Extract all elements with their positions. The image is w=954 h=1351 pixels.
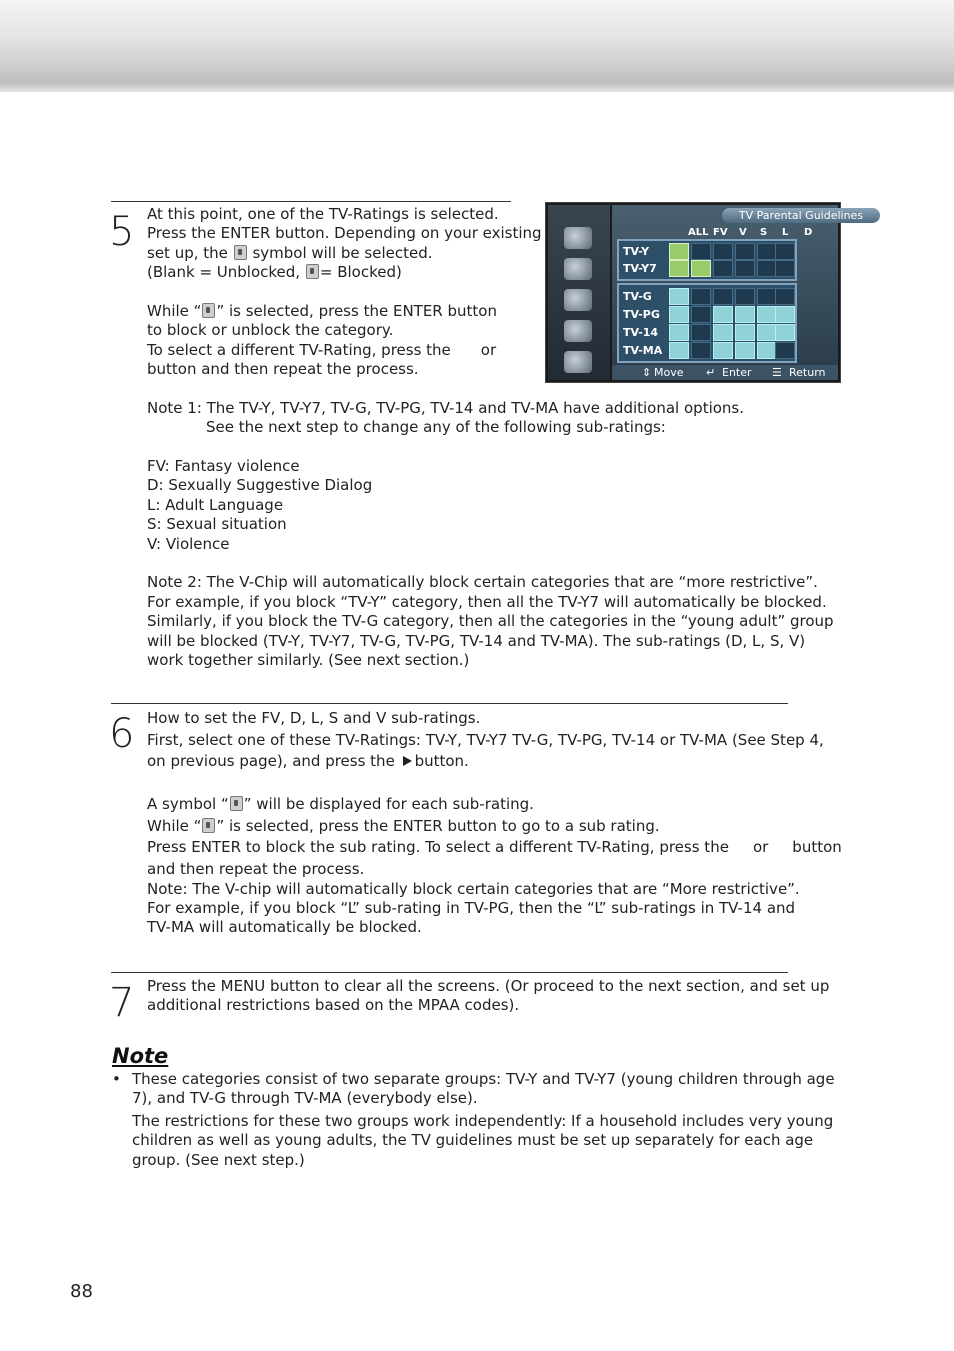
text-line: and then repeat the process.	[147, 859, 365, 878]
subrating-l: L: Adult Language	[147, 495, 284, 514]
young-children-group	[617, 239, 797, 281]
text-line: For example, if you block “L” sub-rating in TV-PG, then the “L” sub-ratings in TV-14 and	[147, 898, 796, 917]
rating-cell[interactable]	[691, 324, 711, 341]
text-line: set up, the symbol will be selected.	[147, 243, 433, 262]
note1-line: Note 1: The TV-Y, TV-Y7, TV-G, TV-PG, TV-14 and TV-MA have additional options.	[147, 398, 745, 417]
rating-tv-y7[interactable]: TV-Y7	[623, 262, 657, 275]
rating-cell[interactable]	[757, 288, 777, 305]
header-band	[0, 0, 954, 92]
rating-cell[interactable]	[757, 306, 777, 323]
tv-footer	[612, 365, 838, 380]
text-line: First, select one of these TV-Ratings: TV-Y, TV-Y7 TV-G, TV-PG, TV-14 or TV-MA (See Step 4,	[147, 730, 824, 749]
rating-cell[interactable]	[713, 342, 733, 359]
rating-cell[interactable]	[713, 260, 733, 277]
note-heading: Note	[112, 1044, 169, 1068]
subrating-s: S: Sexual situation	[147, 515, 287, 534]
column-header: FV	[713, 227, 728, 238]
rating-cell[interactable]	[669, 306, 689, 323]
rating-tv-g[interactable]: TV-G	[623, 290, 652, 303]
text-line: group. (See next step.)	[132, 1150, 305, 1169]
sound-icon	[564, 289, 592, 311]
text-line: additional restrictions based on the MPAA codes).	[147, 996, 520, 1015]
text-line: These categories consist of two separate groups: TV-Y and TV-Y7 (young children through age	[132, 1070, 835, 1088]
rating-cell[interactable]	[775, 342, 795, 359]
text-line: to block or unblock the category.	[147, 321, 394, 340]
input-icon	[564, 227, 592, 249]
text-line: While “ ” is selected, press the ENTER button to go to a sub rating.	[147, 816, 660, 835]
note2-line: work together similarly. (See next section.)	[147, 650, 470, 669]
text-line: To select a different TV-Rating, press the or	[147, 340, 497, 359]
young-adult-group	[617, 283, 797, 363]
text-line: While “ ” is selected, press the ENTER button	[147, 301, 497, 320]
rating-cell[interactable]	[691, 306, 711, 323]
text-line: Press the MENU button to clear all the screens. (Or proceed to the next section, and set up	[147, 977, 830, 995]
column-header: ALL	[688, 227, 709, 238]
text-line: At this point, one of the TV-Ratings is selected.	[147, 205, 499, 223]
step6-text	[147, 708, 842, 937]
footer-move: Move	[654, 366, 684, 379]
step5-rule	[111, 201, 511, 202]
text-line: The restrictions for these two groups work independently: If a household includes very young	[132, 1111, 834, 1130]
page-number: 88	[70, 1281, 93, 1302]
rating-cell[interactable]	[735, 324, 755, 341]
text-line: button and then repeat the process.	[147, 360, 419, 379]
rating-cell[interactable]	[713, 306, 733, 323]
rating-cell[interactable]	[691, 243, 711, 260]
tv-menu-title: TV Parental Guidelines	[722, 208, 880, 223]
column-header: L	[782, 227, 789, 238]
lock-icon	[234, 245, 247, 260]
subrating-d: D: Sexually Suggestive Dialog	[147, 476, 373, 495]
step7-number: 7	[109, 980, 135, 1026]
note2-line: Note 2: The V-Chip will automatically block certain categories that are “more restrictive”.	[147, 573, 818, 592]
rating-cell[interactable]	[775, 324, 795, 341]
step6-rule	[111, 703, 788, 704]
menu-sidebar	[548, 205, 610, 380]
note2-line: Similarly, if you block the TV-G category, then all the categories in the “young adult” group	[147, 612, 834, 631]
tv-menu-panel	[612, 205, 864, 380]
rating-cell[interactable]	[735, 306, 755, 323]
text-line: A symbol “ ” will be displayed for each sub-rating.	[147, 795, 534, 813]
rating-cell[interactable]	[775, 288, 795, 305]
text-line: TV-MA will automatically be blocked.	[147, 918, 422, 937]
note2-line: For example, if you block “TV-Y” category, then all the TV-Y7 will automatically be blocked.	[147, 592, 827, 611]
text-line: (Blank = Unblocked, = Blocked)	[147, 263, 402, 282]
picture-icon	[564, 258, 592, 280]
text-line: on previous page), and press the button.	[147, 752, 469, 770]
step5-number: 5	[109, 209, 135, 255]
subrating-fv: FV: Fantasy violence	[147, 457, 300, 476]
rating-cell[interactable]	[775, 260, 795, 277]
rating-cell[interactable]	[713, 324, 733, 341]
rating-cell[interactable]	[735, 288, 755, 305]
footer-return: Return	[789, 366, 826, 379]
rating-cell[interactable]	[669, 288, 689, 305]
rating-cell[interactable]	[735, 243, 755, 260]
step7-text	[147, 977, 829, 1016]
rating-tv-ma[interactable]: TV-MA	[623, 344, 663, 357]
rating-cell[interactable]	[775, 306, 795, 323]
note2-line: will be blocked (TV-Y, TV-Y7, TV-G, TV-PG, TV-14 and TV-MA). The sub-ratings (D, L, S, V)	[147, 631, 806, 650]
rating-cell[interactable]	[757, 324, 777, 341]
text-line: Press ENTER to block the sub rating. To select a different TV-Rating, press the or button	[147, 838, 842, 856]
setup-icon	[564, 351, 592, 373]
text-line: How to set the FV, D, L, S and V sub-ratings.	[147, 709, 481, 727]
step7-rule	[111, 972, 788, 973]
rating-cell[interactable]	[669, 243, 689, 260]
enter-icon: ↵	[706, 366, 716, 379]
footer-enter: Enter	[722, 366, 752, 379]
right-arrow-icon	[403, 756, 412, 766]
rating-cell[interactable]	[669, 260, 689, 277]
menu-icon: ☰	[772, 366, 782, 379]
column-header: V	[739, 227, 747, 238]
lock-icon	[202, 303, 215, 318]
rating-tv-pg[interactable]: TV-PG	[623, 308, 660, 321]
rating-cell[interactable]	[713, 288, 733, 305]
column-header: S	[760, 227, 768, 238]
note-bullet: •	[112, 1070, 121, 1088]
text-line: children as well as young adults, the TV guidelines must be set up separately for each age	[132, 1131, 814, 1150]
lock-icon	[230, 796, 243, 811]
rating-cell[interactable]	[669, 324, 689, 341]
rating-cell[interactable]	[713, 243, 733, 260]
note1-line: See the next step to change any of the following sub-ratings:	[206, 418, 666, 437]
lock-icon	[306, 264, 319, 279]
rating-tv-14[interactable]: TV-14	[623, 326, 659, 339]
rating-cell[interactable]	[735, 260, 755, 277]
lock-icon	[202, 818, 215, 833]
tv-parental-guidelines-screen	[545, 202, 864, 383]
text-line: 7), and TV-G through TV-MA (everybody else).	[132, 1089, 478, 1108]
rating-cell[interactable]	[691, 260, 711, 277]
subrating-v: V: Violence	[147, 534, 230, 553]
rating-cell[interactable]	[757, 243, 777, 260]
column-header: D	[804, 227, 813, 238]
channel-icon	[564, 320, 592, 342]
rating-tv-y[interactable]: TV-Y	[623, 245, 650, 258]
text-line: Press the ENTER button. Depending on your existing	[147, 224, 542, 243]
rating-cell[interactable]	[669, 342, 689, 359]
note-text	[132, 1070, 835, 1170]
step6-number: 6	[109, 711, 135, 757]
rating-cell[interactable]	[775, 243, 795, 260]
rating-cell[interactable]	[757, 342, 777, 359]
rating-cell[interactable]	[757, 260, 777, 277]
rating-cell[interactable]	[691, 342, 711, 359]
text-line: Note: The V-chip will automatically block certain categories that are “More restrictive”.	[147, 879, 800, 898]
rating-cell[interactable]	[691, 288, 711, 305]
updown-icon: ⇕	[642, 366, 652, 379]
rating-cell[interactable]	[735, 342, 755, 359]
